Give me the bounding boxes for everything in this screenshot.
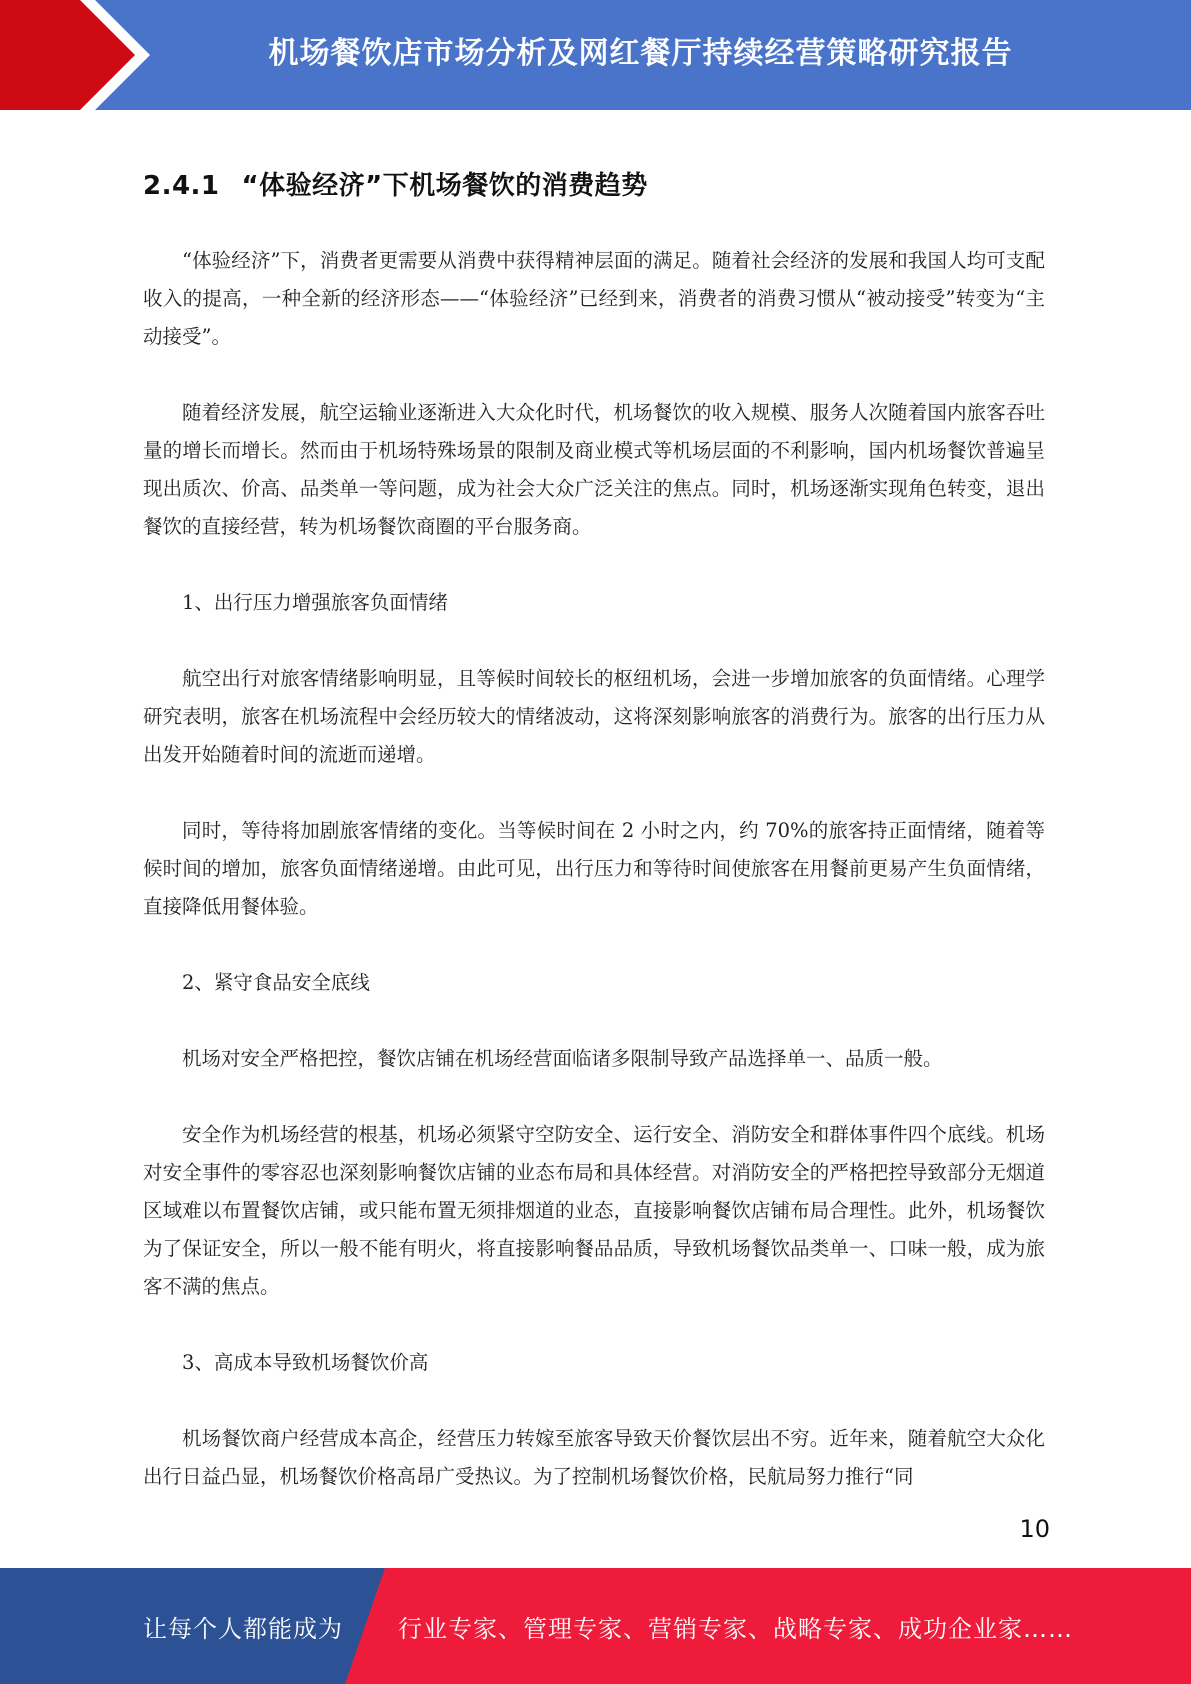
section-heading — [143, 165, 1045, 202]
paragraph: “体验经济”下，消费者更需要从消费中获得精神层面的满足。随着社会经济的发展和我国人均可支配收入的提高，一种全新的经济形态——“体验经济”已经到来，消费者的消费习惯从“被动接受”转变为“主动接受”。 — [143, 249, 1045, 348]
paragraph: 机场对安全严格把控，餐饮店铺在机场经营面临诸多限制导致产品选择单一、品质一般。 — [182, 1047, 943, 1070]
paragraph: 同时，等待将加剧旅客情绪的变化。当等候时间在 2 小时之内，约 70%的旅客持正面情绪，随着等候时间的增加，旅客负面情绪递增。由此可见，出行压力和等待时间使旅客在用餐前更易产生负面情绪，直接降低用餐体验。 — [143, 819, 1045, 918]
footer-slogan-left: 让每个人都能成为 — [143, 1614, 343, 1643]
subheading: 1、出行压力增强旅客负面情绪 — [182, 591, 448, 614]
paragraph: 安全作为机场经营的根基，机场必须紧守空防安全、运行安全、消防安全和群体事件四个底线。机场对安全事件的零容忍也深刻影响餐饮店铺的业态布局和具体经营。对消防安全的严格把控导致部分无烟道区域难以布置餐饮店铺，或只能布置无须排烟道的业态，直接影响餐饮店铺布局合理性。此外，机场餐饮为了保证安全，所以一般不能有明火，将直接影响餐品品质，导致机场餐饮品类单一、口味一般，成为旅客不满的焦点。 — [143, 1123, 1045, 1298]
section-title: “体验经济”下机场餐饮的消费趋势 — [241, 171, 648, 201]
subheading: 2、紧守食品安全底线 — [182, 971, 370, 994]
page-content — [143, 165, 1045, 1496]
subheading: 3、高成本导致机场餐饮价高 — [182, 1351, 429, 1374]
page-number: 10 — [1019, 1515, 1050, 1543]
footer-banner — [0, 1568, 1191, 1684]
header-banner — [0, 0, 1191, 110]
paragraph: 机场餐饮商户经营成本高企，经营压力转嫁至旅客导致天价餐饮层出不穷。近年来，随着航空大众化出行日益凸显，机场餐饮价格高昂广受热议。为了控制机场餐饮价格，民航局努力推行“同 — [143, 1427, 1045, 1488]
paragraph: 航空出行对旅客情绪影响明显，且等候时间较长的枢纽机场，会进一步增加旅客的负面情绪。心理学研究表明，旅客在机场流程中会经历较大的情绪波动，这将深刻影响旅客的消费行为。旅客的出行压力从出发开始随着时间的流逝而递增。 — [143, 667, 1045, 766]
report-title: 机场餐饮店市场分析及网红餐厅持续经营策略研究报告 — [268, 36, 1013, 71]
paragraph: 随着经济发展，航空运输业逐渐进入大众化时代，机场餐饮的收入规模、服务人次随着国内旅客吞吐量的增长而增长。然而由于机场特殊场景的限制及商业模式等机场层面的不利影响，国内机场餐饮普遍呈现出质次、价高、品类单一等问题，成为社会大众广泛关注的焦点。同时，机场逐渐实现角色转变，退出餐饮的直接经营，转为机场餐饮商圈的平台服务商。 — [143, 401, 1045, 538]
footer-slogan-right: 行业专家、管理专家、营销专家、战略专家、成功企业家…… — [398, 1614, 1073, 1643]
section-number: 2.4.1 — [143, 171, 220, 201]
